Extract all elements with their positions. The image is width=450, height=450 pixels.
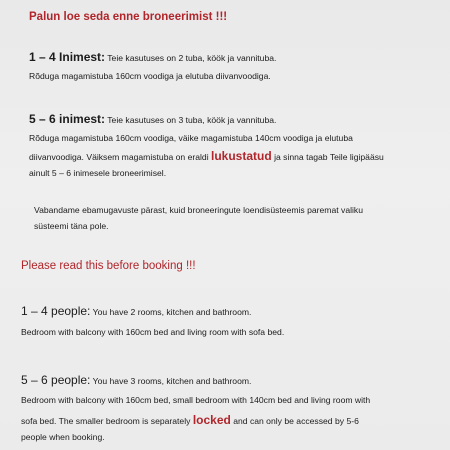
en-section2-line1: Bedroom with balcony with 160cm bed, small bedroom with 140cm bed and living room with	[21, 395, 371, 405]
en-section2-line3: people when booking.	[21, 432, 105, 442]
estonian-title: Palun loe seda enne broneerimist !!!	[29, 11, 228, 23]
english-title: Please read this before booking !!!	[21, 260, 196, 272]
en-section1-heading: 1 – 4 people: You have 2 rooms, kitchen and bathroom.	[21, 304, 252, 318]
et-note-line2: süsteemi täna pole.	[34, 221, 109, 231]
et-section2-heading: 5 – 6 inimest: Teie kasutuses on 3 tuba, köök ja vannituba.	[29, 112, 277, 126]
en-section1-text: Bedroom with balcony with 160cm bed and living room with sofa bed.	[21, 327, 285, 337]
et-note-line1: Vabandame ebamugavuste pärast, kuid broneeringute loendisüsteemis paremat valiku	[34, 205, 363, 215]
en-section2-line2: sofa bed. The smaller bedroom is separately locked and can only be accessed by 5-6	[21, 413, 359, 427]
et-section1-text: Rõduga magamistuba 160cm voodiga ja elutuba diivanvoodiga.	[29, 71, 271, 81]
et-section2-line2: diivanvoodiga. Väiksem magamistuba on eraldi lukustatud ja sinna tagab Teile ligipääsu	[29, 149, 384, 163]
en-section2-heading: 5 – 6 people: You have 3 rooms, kitchen and bathroom.	[21, 373, 252, 387]
et-section2-line3: ainult 5 – 6 inimesele broneerimisel.	[29, 168, 167, 178]
et-section1-heading: 1 – 4 Inimest: Teie kasutuses on 2 tuba, köök ja vannituba.	[29, 50, 277, 64]
et-section2-line1: Rõduga magamistuba 160cm voodiga, väike magamistuba 140cm voodiga ja elutuba	[29, 133, 353, 143]
